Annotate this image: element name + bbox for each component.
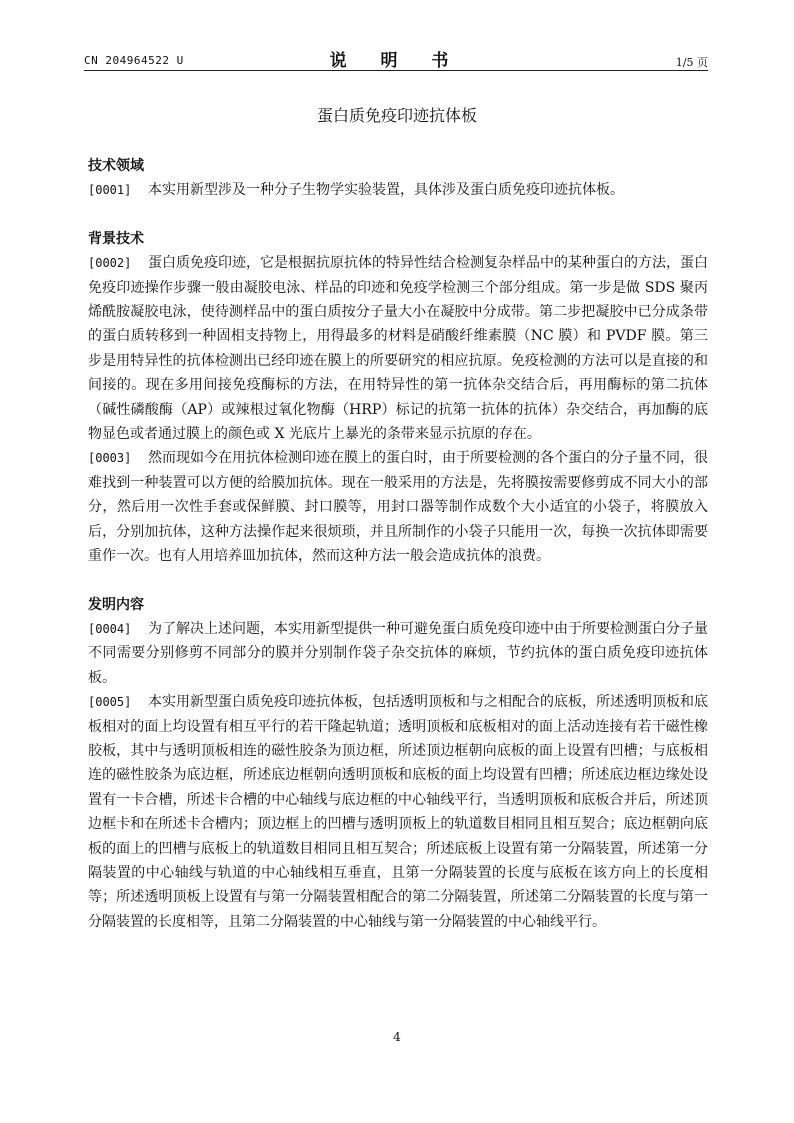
page-count: 1/5 页 [675, 56, 708, 69]
invention-title: 蛋白质免疫印迹抗体板 [316, 106, 477, 125]
section-heading-summary: 发明内容 [88, 596, 144, 613]
paragraph-text: 为了解决上述问题，本实用新型提供一种可避免蛋白质免疫印迹中由于所要检测蛋白分子量不同需要分别修剪不同部分的膜并分别制作袋子杂交抗体的麻烦，节约抗体的蛋白质免疫印迹抗体板。 [88, 620, 708, 686]
patent-number: CN 204964522 U [84, 54, 184, 67]
paragraph-0003 [88, 446, 708, 568]
paragraph-text: 本实用新型涉及一种分子生物学实验装置，具体涉及蛋白质免疫印迹抗体板。 [148, 182, 624, 199]
document-body [88, 154, 708, 934]
paragraph-0005 [88, 690, 708, 934]
paragraph-number: [0005] [88, 695, 132, 710]
section-heading-technical-field: 技术领域 [88, 158, 144, 174]
paragraph-0002 [88, 251, 708, 446]
paragraph-number: [0004] [88, 621, 132, 636]
paragraph-text: 然而现如今在用抗体检测印迹在膜上的蛋白时，由于所要检测的各个蛋白的分子量不同，很难找到一种装置可以方便的给膜加抗体。现在一般采用的方法是，先将膜按需要修剪成不同大小的部分，然后用一次性手套或保鲜膜、封口膜等，用封口器等制作成数个大小适宜的小袋子，将膜放入后，分别加抗体，这种方法操作起来很烦琐，并且所制作的小袋子只能用一次，每换一次抗体即需要重作一次。也有人用培养皿加抗体，然而这种方法一般会造成抗体的浪费。 [88, 450, 708, 565]
paragraph-number: [0001] [88, 183, 132, 198]
section-heading-background: 背景技术 [88, 230, 144, 247]
page-number: 4 [393, 1030, 401, 1044]
paragraph-text: 蛋白质免疫印迹，它是根据抗原抗体的特异性结合检测复杂样品中的某种蛋白的方法，蛋白免疫印迹操作步骤一般由凝胶电泳、样品的印迹和免疫学检测三个部分组成。第一步是做 SDS 聚丙烯酰胺凝胶电泳，使待测样品中的蛋白质按分子量大小在凝胶中分成带。第二步把凝胶中已分成条带的蛋白质转移到一种固相支持物上，用得最多的材料是硝酸纤维素膜（NC 膜）和 PVDF 膜。第三步是用特异性的抗体检测出已经印迹在膜上的所要研究的相应抗原。免疫检测的方法可以是直接的和间接的。现在多用间接免疫酶标的方法，在用特异性的第一抗体杂交结合后，再用酶标的第二抗体（碱性磷酸酶（AP）或辣根过氧化物酶（HRP）标记的抗第一抗体的抗体）杂交结合，再加酶的底物显色或者通过膜上的颜色或 X 光底片上暴光的条带来显示抗原的存在。 [88, 255, 708, 443]
page-header [84, 44, 708, 71]
document-type-title: 说 明 书 [329, 51, 463, 71]
paragraph-number: [0002] [88, 256, 132, 271]
header-divider [84, 70, 708, 71]
paragraph-text: 本实用新型蛋白质免疫印迹抗体板，包括透明顶板和与之相配合的底板，所述透明顶板和底板相对的面上均设置有相互平行的若干隆起轨道；透明顶板和底板相对的面上活动连接有若干磁性橡胶板，其中与透明顶板相连的磁性胶条为顶边框，所述顶边框朝向底板的面上设置有凹槽；与底板相连的磁性胶条为底边框，所述底边框朝向透明顶板和底板的面上均设置有凹槽；所述底边框边缘处设置有一卡合槽，所述卡合槽的中心轴线与底边框的中心轴线平行，当透明顶板和底板合并后，所述顶边框卡和在所述卡合槽内；顶边框上的凹槽与透明顶板上的轨道数目相同且相互契合；底边框朝向底板的面上的凹槽与底板上的轨道数目相同且相互契合；所述底板上设置有第一分隔装置，所述第一分隔装置的中心轴线与轨道的中心轴线相互垂直，且第一分隔装置的长度与底板在该方向上的长度相等；所述透明顶板上设置有与第一分隔装置相配合的第二分隔装置，所述第二分隔装置的长度与第一分隔装置的长度相等，且第二分隔装置的中心轴线与第一分隔装置的中心轴线平行。 [88, 694, 708, 930]
paragraph-number: [0003] [88, 451, 132, 466]
paragraph-0004 [88, 617, 708, 690]
paragraph-0001 [88, 178, 708, 202]
